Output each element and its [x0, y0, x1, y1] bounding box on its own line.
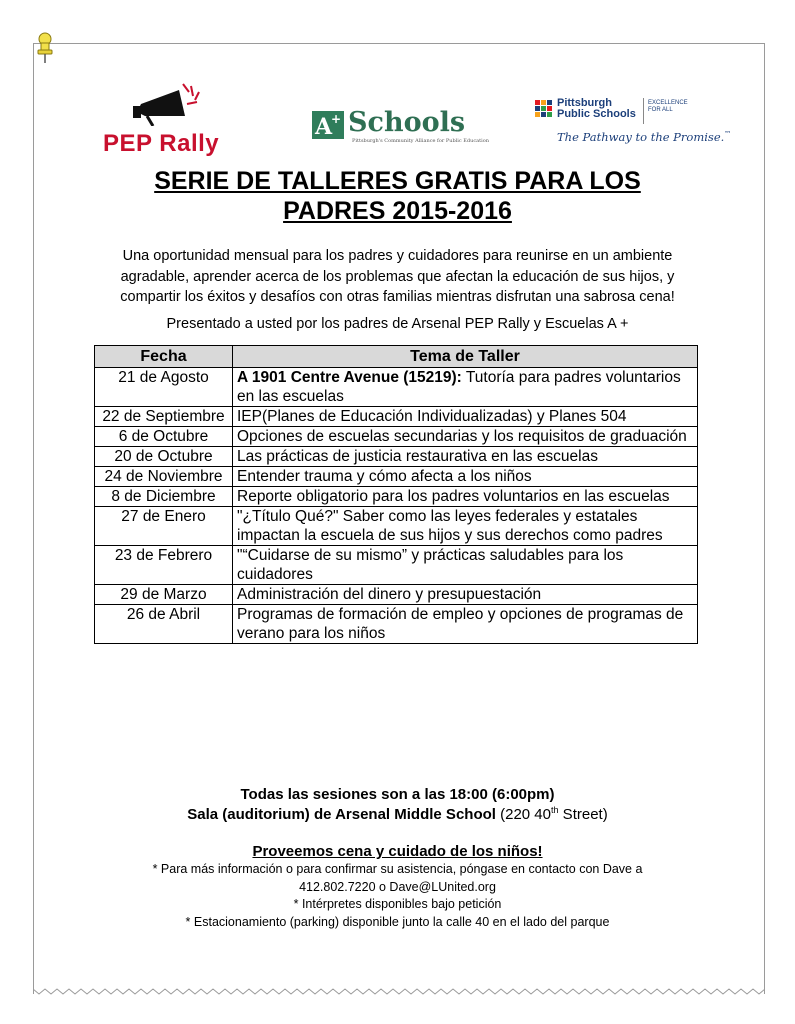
aplus-schools-wordmark: Schools [348, 107, 466, 138]
table-row [95, 407, 698, 427]
table-row [95, 467, 698, 487]
dinner-childcare-notice: Proveemos cena y cuidado de los niños! [252, 843, 543, 860]
table-row [95, 427, 698, 447]
table-row [95, 507, 698, 546]
contact-note-1: * Para más información o para confirmar su asistencia, póngase en contacto con Dave a [152, 862, 643, 876]
svg-text:A: A [315, 114, 333, 139]
row-topic: "“Cuidarse de su mismo” y prácticas saludables para los cuidadores [233, 546, 698, 585]
pps-tagline [557, 130, 731, 144]
row-topic: Reporte obligatorio para los padres voluntarios en las escuelas [233, 487, 698, 507]
row-topic: Programas de formación de empleo y opciones de programas de verano para los niños [233, 605, 698, 644]
table-row [95, 546, 698, 585]
torn-edge [33, 985, 765, 997]
row-topic-location: A 1901 Centre Avenue (15219): [237, 369, 462, 386]
row-topic: IEP(Planes de Educación Individualizadas) y Planes 504 [233, 407, 698, 427]
aplus-schools-logo [312, 107, 489, 148]
svg-text:+: + [331, 112, 342, 126]
row-date: 22 de Septiembre [95, 407, 233, 427]
table-row [95, 447, 698, 467]
contact-notes [0, 861, 795, 931]
row-date: 20 de Octubre [95, 447, 233, 467]
pps-divider [643, 98, 644, 124]
row-date: 8 de Diciembre [95, 487, 233, 507]
row-topic: Entender trauma y cómo afecta a los niños [233, 467, 698, 487]
table-row [95, 368, 698, 407]
row-topic-text: Tutoría para padres voluntarios en las escuelas [237, 369, 681, 405]
contact-note-interpreters: * Intérpretes disponibles bajo petición [293, 897, 502, 911]
contact-email-phone[interactable]: 412.802.7220 o Dave@LUnited.org [299, 879, 496, 894]
venue-address: (220 40 [495, 806, 551, 823]
row-date: 26 de Abril [95, 605, 233, 644]
pushpin-icon[interactable] [34, 32, 56, 64]
row-date: 21 de Agosto [95, 368, 233, 407]
title-line-1: SERIE DE TALLERES GRATIS PARA LOS [154, 167, 641, 195]
pps-name-line2: Public Schools [557, 108, 636, 120]
venue-street: Street) [558, 806, 608, 823]
pps-excellence: EXCELLENCE FOR ALL [648, 100, 688, 113]
row-date: 23 de Febrero [95, 546, 233, 585]
row-date: 27 de Enero [95, 507, 233, 546]
pittsburgh-public-schools-logo [535, 97, 732, 158]
pps-tagline-text: The Pathway to the Promise. [557, 130, 725, 144]
pep-rally-wordmark: PEP Rally [103, 130, 220, 157]
row-topic: "¿Título Qué?" Saber como las leyes federales y estatales impactan la escuela de sus hijos y sus derechos como padres [233, 507, 698, 546]
row-date: 29 de Marzo [95, 585, 233, 605]
page-title [0, 166, 795, 226]
col-header-date: Fecha [95, 346, 233, 368]
pps-name-line1: Pittsburgh [557, 97, 612, 109]
intro-paragraph: Una oportunidad mensual para los padres y cuidadores para reunirse en un ambiente agradable, aprender acerca de los problemas que afectan la educación de sus hijos, y compartir los éxitos y desafíos con otras familias mientras disfrutan una sabrosa cena! [120, 248, 675, 305]
title-line-2: PADRES 2015-2016 [283, 197, 512, 225]
row-topic [233, 368, 698, 407]
row-date: 24 de Noviembre [95, 467, 233, 487]
row-date: 6 de Octubre [95, 427, 233, 447]
row-topic: Administración del dinero y presupuestación [233, 585, 698, 605]
row-topic: Opciones de escuelas secundarias y los requisitos de graduación [233, 427, 698, 447]
venue-ordinal: th [551, 805, 559, 815]
table-row [95, 487, 698, 507]
table-header-row [95, 346, 698, 368]
table-row [95, 585, 698, 605]
workshop-table [94, 345, 698, 644]
aplus-subtitle: Pittsburgh's Community Alliance for Public Education [352, 138, 489, 144]
pps-dots-icon [535, 100, 553, 118]
pep-rally-logo [103, 80, 228, 158]
table-row [95, 605, 698, 644]
venue [0, 805, 795, 823]
col-header-topic: Tema de Taller [233, 346, 698, 368]
pps-tm: ™ [724, 130, 732, 138]
megaphone-icon [131, 82, 203, 126]
aplus-mark-icon [312, 111, 344, 139]
pps-name [557, 98, 636, 120]
venue-name: Sala (auditorium) de Arsenal Middle School [187, 806, 496, 823]
contact-note-parking: * Estacionamiento (parking) disponible junto la calle 40 en el lado del parque [185, 914, 610, 929]
sessions-time: Todas las sesiones son a las 18:00 (6:00pm) [240, 786, 555, 803]
logo-row [0, 80, 795, 160]
row-topic: Las prácticas de justicia restaurativa en las escuelas [233, 447, 698, 467]
presented-by: Presentado a usted por los padres de Arsenal PEP Rally y Escuelas A + [166, 316, 629, 332]
